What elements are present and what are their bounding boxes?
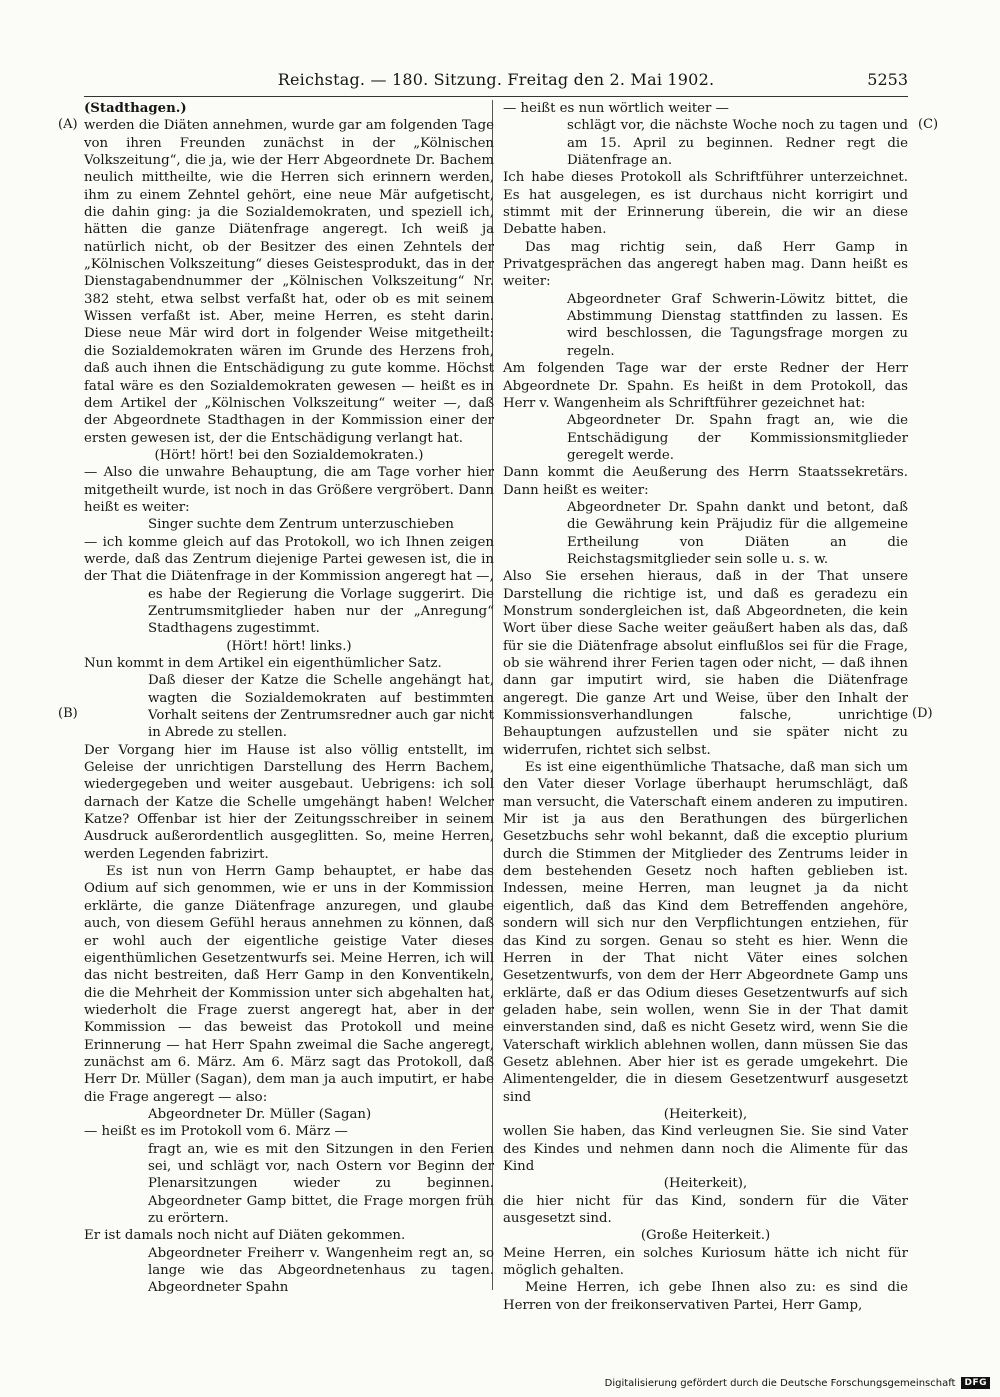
quote: Abgeordneter Freiherr v. Wangenheim regt an, so lange wie das Abgeordnetenhaus zu tagen. Abgeordneter Spahn: [148, 1245, 494, 1296]
dfg-logo: DFG: [961, 1377, 990, 1389]
paragraph: Nun kommt in dem Artikel ein eigenthümlicher Satz.: [84, 656, 442, 671]
interjection: (Hört! hört! bei den Sozialdemokraten.): [154, 447, 424, 463]
paragraph: — Also die unwahre Behauptung, die am Tage vorher hier mitgetheilt wurde, ist noch in das Größere vergröbert. Dann heißt es weiter:: [84, 465, 494, 515]
left-column: [84, 100, 494, 1297]
page-number: 5253: [867, 70, 908, 89]
page-header: [84, 70, 908, 97]
paragraph: Am folgenden Tage war der erste Redner der Herr Abgeordnete Dr. Spahn. Es heißt in dem Protokoll, das Herr v. Wangenheim als Schriftführer gezeichnet hat:: [503, 361, 908, 411]
quote: schlägt vor, die nächste Woche noch zu tagen und am 15. April zu beginnen. Redner regt die Diätenfrage an.: [567, 118, 908, 169]
quote: es habe der Regierung die Vorlage suggerirt. Die Zentrumsmitglieder haben nur der „Anregung“ Stadthagens zugestimmt.: [148, 586, 494, 637]
paragraph: Der Vorgang hier im Hause ist also völlig entstellt, im Geleise der unrichtigen Darstellung des Herrn Bachem, wiedergegeben und weiter ausgebaut. Uebrigens: ich soll darnach der Katze die Schelle umgehängt haben! Welcher Katze? Offenbar ist hier der Zeitungsschreiber in seinem Ausdruck außerordentlich ausgeglitten. So, meine Herren, werden Legenden fabrizirt.: [84, 742, 494, 862]
paragraph: Ich habe dieses Protokoll als Schriftführer unterzeichnet. Es hat ausgelegen, es ist durchaus nicht korrigirt und stimmt mit der Erinnerung überein, die wir an diese Debatte haben.: [503, 170, 908, 238]
margin-marker-d: (D): [912, 706, 933, 721]
paragraph: Er ist damals noch nicht auf Diäten gekommen.: [84, 1228, 406, 1244]
paragraph: wollen Sie haben, das Kind verleugnen Sie. Sie sind Vater des Kindes und nehmen dann noch die Alimente für das Kind: [503, 1124, 908, 1174]
paragraph: Das mag richtig sein, daß Herr Gamp in Privatgesprächen das angeregt haben mag. Dann heißt es weiter:: [503, 239, 908, 290]
quote: Daß dieser der Katze die Schelle angehängt hat, wagten die Sozialdemokraten auf bestimmten Vorhalt seitens der Zentrumsredner auch gar nicht in Abrede zu stellen.: [148, 673, 494, 741]
quote: Abgeordneter Dr. Müller (Sagan): [148, 1106, 372, 1122]
paragraph: Es ist eine eigenthümliche Thatsache, daß man sich um den Vater dieser Vorlage überhaupt herumschlägt, daß man versucht, die Vaterschaft einem anderen zu imputiren. Mir ist ja aus den Berathungen des bürgerlichen Gesetzbuchs sehr wohl bekannt, daß die exceptio plurium durch die Stimmen der Mitglieder des Zentrums leider in dem bestehenden Gesetz noch haften geblieben ist. Indessen, meine Herren, man leugnet ja da nicht eigentlich, daß das Kind dem Betreffenden angehöre, sondern will sich nur den Verpflichtungen entziehen, für das Kind zu sorgen. Genau so steht es hier. Wenn die Herren in der That nicht Väter eines solchen Gesetzentwurfs, von dem der Herr Abgeordnete Gamp uns erklärte, daß er das Odium dieses Gesetzentwurfs auf sich geladen habe, sein wollen, wenn Sie in der That damit einverstanden sind, daß es nicht Gesetz wird, wenn Sie die Vaterschaft wirklich ablehnen wollen, dann müssen Sie das Gesetz ablehnen. Aber hier ist es gerade umgekehrt. Die Alimentengelder, die in diesem Gesetzentwurf ausgesetzt sind: [503, 760, 908, 1105]
funding-footer: [605, 1377, 990, 1389]
quote: Singer suchte dem Zentrum unterzuschieben: [148, 517, 454, 533]
page-title: Reichstag. — 180. Sitzung. Freitag den 2. Mai 1902.: [277, 70, 715, 89]
interjection: (Heiterkeit),: [663, 1106, 748, 1122]
quote: fragt an, wie es mit den Sitzungen in den Ferien sei, und schlägt vor, nach Ostern vor Beginn der Plenarsitzungen wieder zu beginnen. Abgeordneter Gamp bittet, die Frage morgen früh zu erörtern.: [148, 1141, 494, 1226]
paragraph: Es ist nun von Herrn Gamp behauptet, er habe das Odium auf sich genommen, wie er uns in der Kommission erklärte, die ganze Diätenfrage anzuregen, und glaube auch, von diesem Gefühl heraus annehmen zu können, daß er wohl auch der eigentliche geistige Vater dieses eigenthümlichen Gesetzentwurfs sei. Meine Herren, ich will das nicht bestreiten, daß Herr Gamp in den Konventikeln, die die Mehrheit der Kommission unter sich abgehalten hat, wiederholt die Frage zuerst angeregt hat, aber in der Kommission — das beweist das Protokoll und meine Erinnerung — hat Herr Spahn zweimal die Sache angeregt, zunächst am 6. März. Am 6. März sagt das Protokoll, daß Herr Dr. Müller (Sagan), dem man ja auch imputirt, er habe die Frage angeregt — also:: [84, 864, 494, 1105]
margin-marker-b: (B): [58, 706, 78, 721]
paragraph: Meine Herren, ein solches Kuriosum hätte ich nicht für möglich gehalten.: [503, 1245, 908, 1279]
paragraph: — heißt es nun wörtlich weiter —: [503, 101, 729, 116]
paragraph: — ich komme gleich auf das Protokoll, wo ich Ihnen zeigen werde, daß das Zentrum diejenige Partei gewesen ist, die in der That die Diätenfrage in der Kommission angeregt hat —,: [84, 534, 494, 585]
quote: Abgeordneter Dr. Spahn dankt und betont, daß die Gewährung kein Präjudiz für die allgemeine Ertheilung von Diäten an die Reichstagsmitglieder sein solle u. s. w.: [567, 499, 908, 567]
paragraph: werden die Diäten annehmen, wurde gar am folgenden Tage von ihren Freunden zunächst in der „Kölnischen Volkszeitung“, die ja, wie der Herr Abgeordnete Dr. Bachem neulich mittheilte, wie die Herren sich erinnern werden, ihm zu einem Zehntel gehört, eine neue Mär aufgetischt, die dahin ging: ja die Sozialdemokraten, und speziell ich, hätten die ganze Diätenfrage angeregt. Ich weiß ja natürlich nicht, ob der Besitzer des einen Zehntels der „Kölnischen Volkszeitung“ dieses Geistesprodukt, das in der Dienstagabendnummer der „Kölnischen Volkszeitung“ Nr. 382 steht, etwa selbst verfaßt hat, oder ob es mit seinem Wissen verfaßt ist. Aber, meine Herren, es steht darin. Diese neue Mär wird dort in folgender Weise mitgetheilt: die Sozialdemokraten wären im Grunde des Herzens froh, daß auch ihnen die Entschädigung zu gute komme. Höchst fatal wäre es den Sozialdemokraten gewesen — heißt es in dem Artikel der „Kölnischen Volkszeitung“ weiter —, daß der Abgeordnete Stadthagen in der Kommission einer der ersten gewesen ist, der die Entschädigung verlangt hat.: [84, 118, 494, 446]
speaker-name: (Stadthagen.): [84, 101, 187, 116]
margin-marker-c: (C): [918, 117, 939, 132]
paragraph: Meine Herren, ich gebe Ihnen also zu: es sind die Herren von der freikonservativen Partei, Herr Gamp,: [503, 1280, 908, 1313]
margin-marker-a: (A): [58, 117, 78, 132]
quote: Abgeordneter Dr. Spahn fragt an, wie die Entschädigung der Kommissionsmitglieder geregelt werde.: [567, 413, 908, 463]
interjection: (Heiterkeit),: [663, 1176, 748, 1192]
footer-text: Digitalisierung gefördert durch die Deutsche Forschungsgemeinschaft: [604, 1377, 956, 1389]
quote: Abgeordneter Graf Schwerin-Löwitz bittet, die Abstimmung Dienstag stattfinden zu lassen. Es wird beschlossen, die Tagungsfrage morgen zu regeln.: [567, 291, 908, 359]
paragraph: Also Sie ersehen hieraus, daß in der That unsere Darstellung die richtige ist, und daß es geradezu ein Monstrum sondergleichen ist, daß Abgeordneten, die kein Wort über diese Sache weiter geäußert haben als das, daß für sie die Diätenfrage absolut einflußlos sei für die Frage, ob sie während ihrer Ferien tagen oder nicht, — daß ihnen dann gar imputirt wird, sie haben die Diätenfrage angeregt. Die ganze Art und Weise, über den Inhalt der Kommissionsverhandlungen falsche, unrichtige Behauptungen aufzustellen und sie später nicht zu widerrufen, richtet sich selbst.: [503, 569, 908, 758]
interjection: (Große Heiterkeit.): [640, 1228, 771, 1244]
paragraph: — heißt es im Protokoll vom 6. März —: [84, 1124, 348, 1140]
right-column: [503, 100, 908, 1314]
paragraph: Dann kommt die Aeußerung des Herrn Staatssekretärs. Dann heißt es weiter:: [503, 465, 908, 498]
interjection: (Hört! hört! links.): [226, 638, 352, 654]
paragraph: die hier nicht für das Kind, sondern für die Väter ausgesetzt sind.: [503, 1193, 908, 1226]
